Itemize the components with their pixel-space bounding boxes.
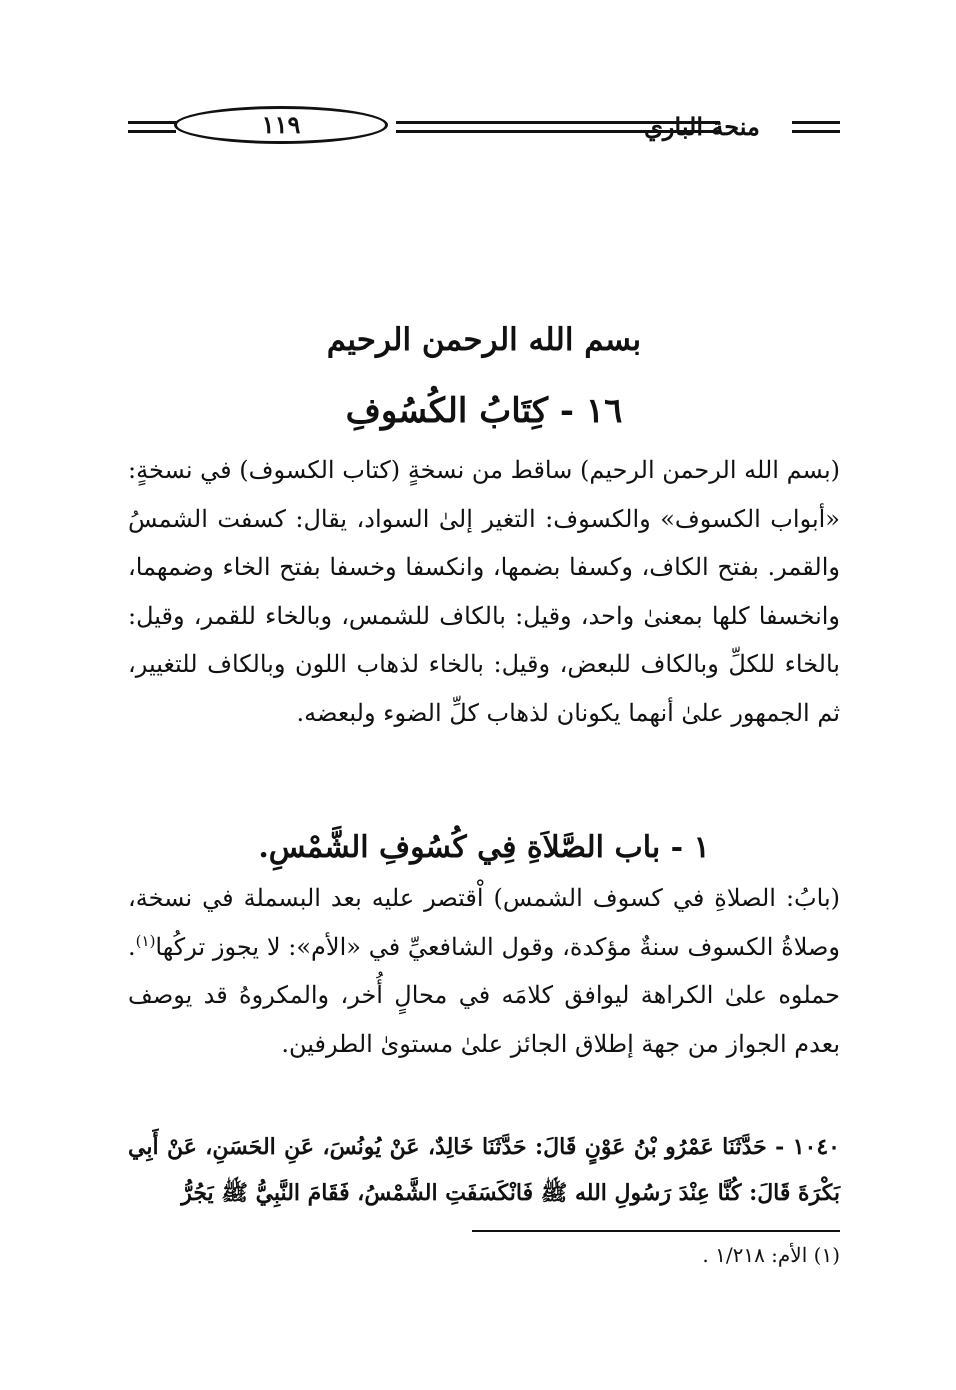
paragraph-2-text-b: . حملوه علىٰ الكراهة ليوافق كلامَه في محالٍ أُخر، والمكروهُ قد يوصف بعدم الجواز من جهة إطلاق الجائز علىٰ مستوىٰ الطرفين.: [128, 932, 840, 1058]
basmala-heading: بسم الله الرحمن الرحيم: [326, 322, 642, 358]
header-rule-middle: [396, 121, 720, 133]
chapter-separator: -: [559, 391, 574, 431]
footnote-reference: (١): [135, 931, 156, 950]
section-separator: -: [670, 830, 684, 865]
chapter-title: كِتَابُ الكُسُوفِ: [345, 391, 549, 431]
book-title: منحة الباري: [644, 112, 760, 141]
section-heading: [128, 826, 840, 870]
commentary-paragraph-1: (بسم الله الرحمن الرحيم) ساقط من نسخةٍ (كتاب الكسوف) في نسخةٍ: «أبواب الكسوف» والكسوف: التغير إلىٰ السواد، يقال: كسفت الشمسُ والقمر. بفتح الكاف، وكسفا بضمها، وانكسفا وخسفا بفتح الخاء وضمهما، وانخسفا كلها بمعنىٰ واحد، وقيل: بالكاف للشمس، وبالخاء للقمر، وقيل: بالخاء للكلِّ وبالكاف للبعض، وقيل: بالخاء لذهاب اللون وبالكاف للتغيير، ثم الجمهور علىٰ أنهما يكونان لذهاب كلِّ الضوء ولبعضه.: [128, 456, 840, 727]
paragraph-2-text-a: (بابُ: الصلاةِ في كسوف الشمس) اْقتصر عليه بعد البسملة في نسخة، وصلاةُ الكسوف سنةٌ مؤكدة، وقول الشافعيِّ في «الأم»: لا يجوز تركُها: [128, 884, 840, 961]
page-number-badge: [174, 106, 388, 144]
chapter-heading: [128, 386, 840, 436]
running-header: [128, 104, 840, 150]
page-number: ١١٩: [261, 110, 301, 139]
section-number: ١: [693, 830, 710, 865]
footnote: (١) الأم: ١/٢١٨ .: [702, 1243, 840, 1267]
header-rule-left: [128, 121, 176, 133]
chapter-number: ١٦: [585, 391, 623, 431]
commentary-paragraph-2: [128, 874, 840, 1068]
hadith-text: ١٠٤٠ - حَدَّثَنَا عَمْرُو بْنُ عَوْنٍ قَالَ: حَدَّثَنَا خَالِدٌ، عَنْ يُونُسَ، عَنِ الحَسَنِ، عَنْ أَبِي بَكْرَةَ قَالَ: كُنَّا عِنْدَ رَسُولِ الله ﷺ فَانْكَسَفَتِ الشَّمْسُ، فَقَامَ النَّبِيُّ ﷺ يَجُرُّ: [128, 1134, 840, 1206]
footnote-divider: [472, 1230, 840, 1232]
header-rule-right: [792, 121, 840, 133]
section-title: باب الصَّلاَةِ فِي كُسُوفِ الشَّمْسِ.: [258, 830, 661, 865]
